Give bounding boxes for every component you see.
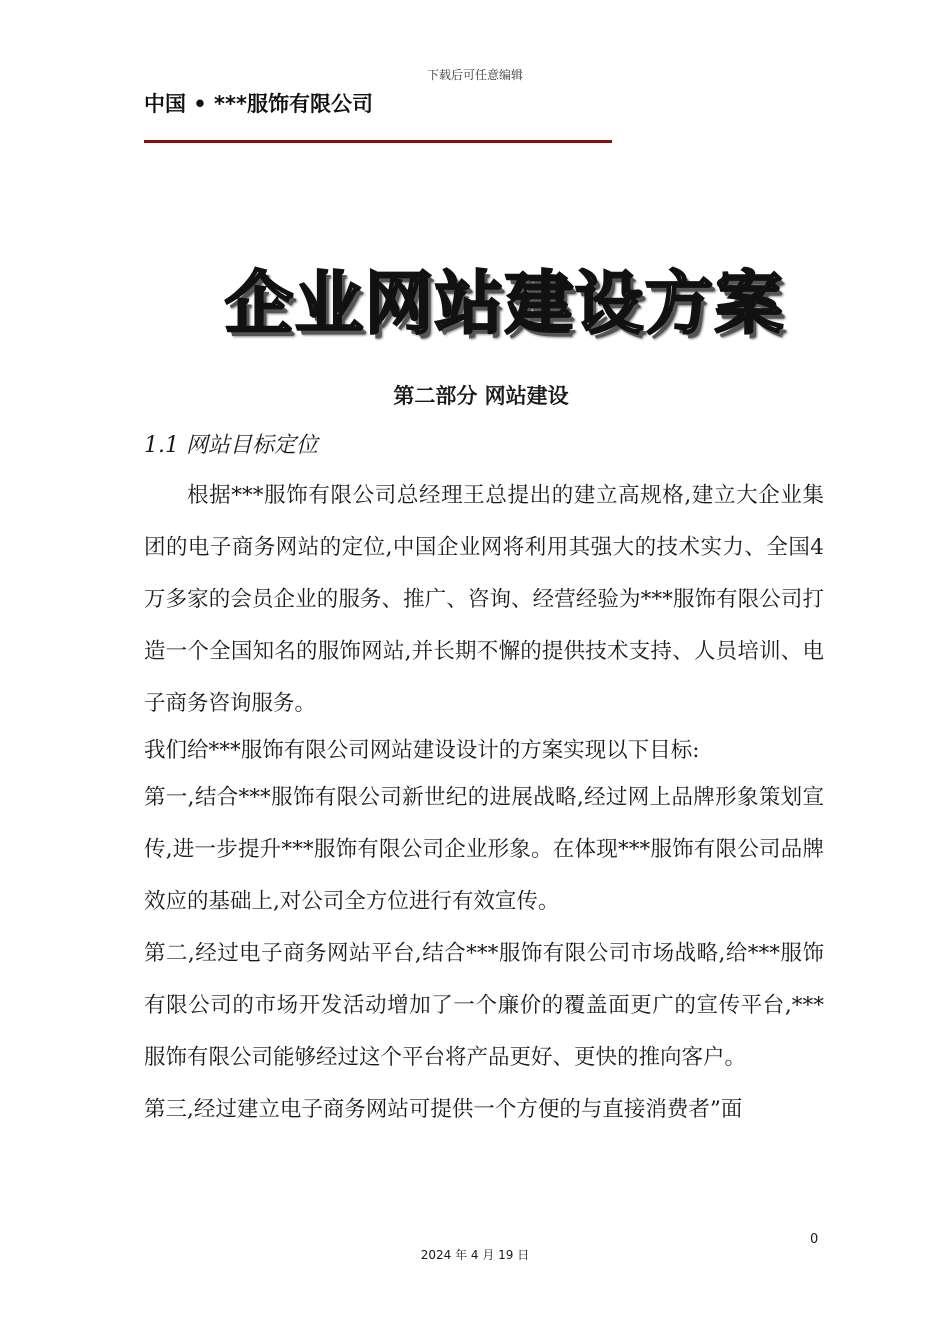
paragraph-2: 我们给***服饰有限公司网站建设设计的方案实现以下目标: — [144, 738, 700, 763]
section-heading: 第二部分 网站建设 — [393, 384, 569, 408]
header-rule — [144, 140, 612, 143]
footer-date: 2024 年 4 月 19 日 — [420, 1248, 530, 1262]
paragraph-3: 第一,结合***服饰有限公司新世纪的进展战略,经过网上品牌形象策划宣传,进一步提升***服饰有限公司企业形象。在体现***服饰有限公司品牌效应的基础上,对公司全方位进行有效宣传。 — [144, 785, 824, 914]
company-header: 中国 • ***服饰有限公司 — [144, 92, 373, 116]
paragraph-4: 第二,经过电子商务网站平台,结合***服饰有限公司市场战略,给***服饰有限公司的市场开发活动增加了一个廉价的覆盖面更广的宣传平台,***服饰有限公司能够经过这个平台将产品更好、更快的推向客户。 — [144, 941, 824, 1070]
top-note: 下载后可任意编辑 — [426, 68, 523, 82]
body-text — [144, 470, 824, 1136]
paragraph-1: 根据***服饰有限公司总经理王总提出的建立高规格,建立大企业集团的电子商务网站的定位,中国企业网将利用其强大的技术实力、全国4万多家的会员企业的服务、推广、咨询、经营经验为***服饰有限公司打造一个全国知名的服饰网站,并长期不懈的提供技术支持、人员培训、电子商务咨询服务。 — [144, 483, 824, 716]
page-number: 0 — [810, 1232, 819, 1247]
sub-heading: 1.1 网站目标定位 — [144, 433, 318, 458]
main-title: 企业网站建设方案 — [224, 265, 785, 344]
paragraph-5: 第三,经过建立电子商务网站可提供一个方便的与直接消费者”面 — [144, 1097, 743, 1122]
